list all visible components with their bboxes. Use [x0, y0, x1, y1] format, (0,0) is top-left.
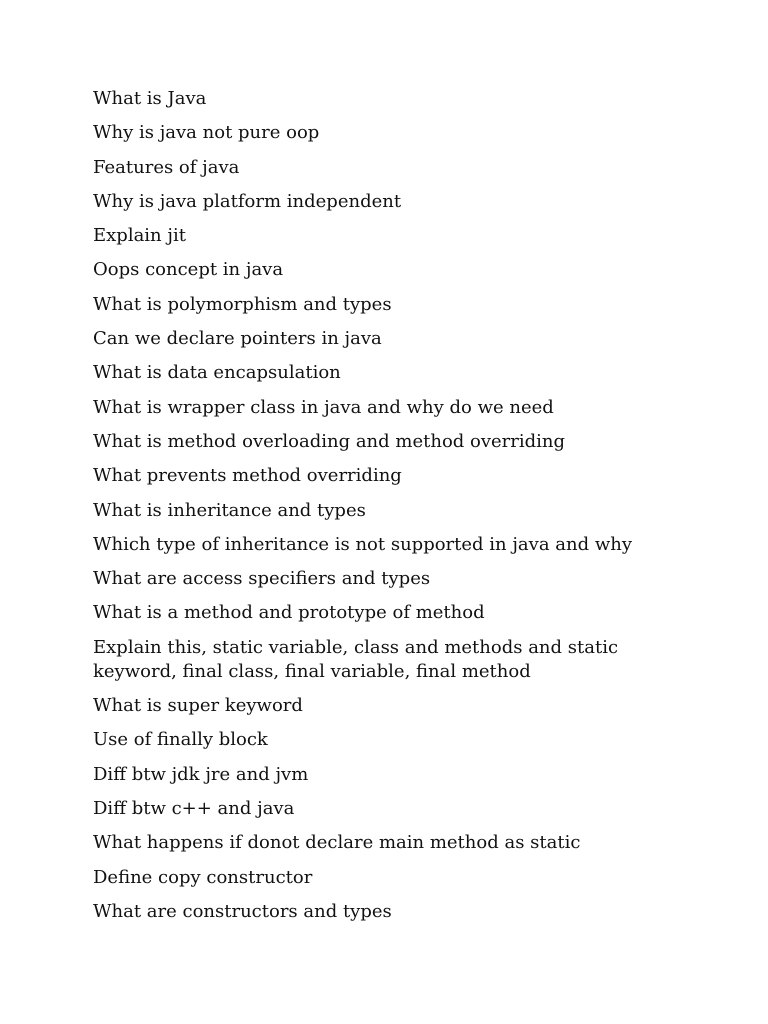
question-item: Can we declare pointers in java	[93, 328, 382, 350]
question-item: What is super keyword	[93, 695, 303, 717]
question-item: What is method overloading and method overriding	[93, 430, 566, 452]
question-item: Use of finally block	[93, 729, 268, 751]
question-item: What is Java	[93, 88, 207, 109]
question-item: Define copy constructor	[93, 866, 313, 888]
question-item: What is wrapper class in java and why do we need	[93, 396, 554, 418]
question-item: What happens if donot declare main method as static	[93, 832, 581, 854]
question-item: Explain jit	[93, 225, 186, 247]
question-item: What are constructors and types	[93, 900, 392, 922]
question-item: Explain this, static variable, class and methods and static keyword, final class, final variable, final method	[93, 636, 619, 682]
question-item: What is a method and prototype of method	[93, 602, 485, 624]
question-item: What is polymorphism and types	[93, 293, 392, 315]
question-item: Why is java not pure oop	[93, 122, 320, 144]
question-item: What is inheritance and types	[93, 499, 366, 521]
question-item: Oops concept in java	[93, 259, 284, 281]
question-item: Which type of inheritance is not supported in java and why	[93, 533, 633, 555]
question-item: Diff btw c++ and java	[93, 797, 295, 819]
question-item: What is data encapsulation	[93, 362, 341, 384]
question-item: Why is java platform independent	[93, 190, 402, 212]
question-list	[93, 87, 653, 934]
question-item: What prevents method overriding	[93, 465, 402, 487]
question-item: What are access specifiers and types	[93, 568, 431, 590]
question-item: Features of java	[93, 156, 240, 178]
question-item: Diff btw jdk jre and jvm	[93, 763, 309, 785]
